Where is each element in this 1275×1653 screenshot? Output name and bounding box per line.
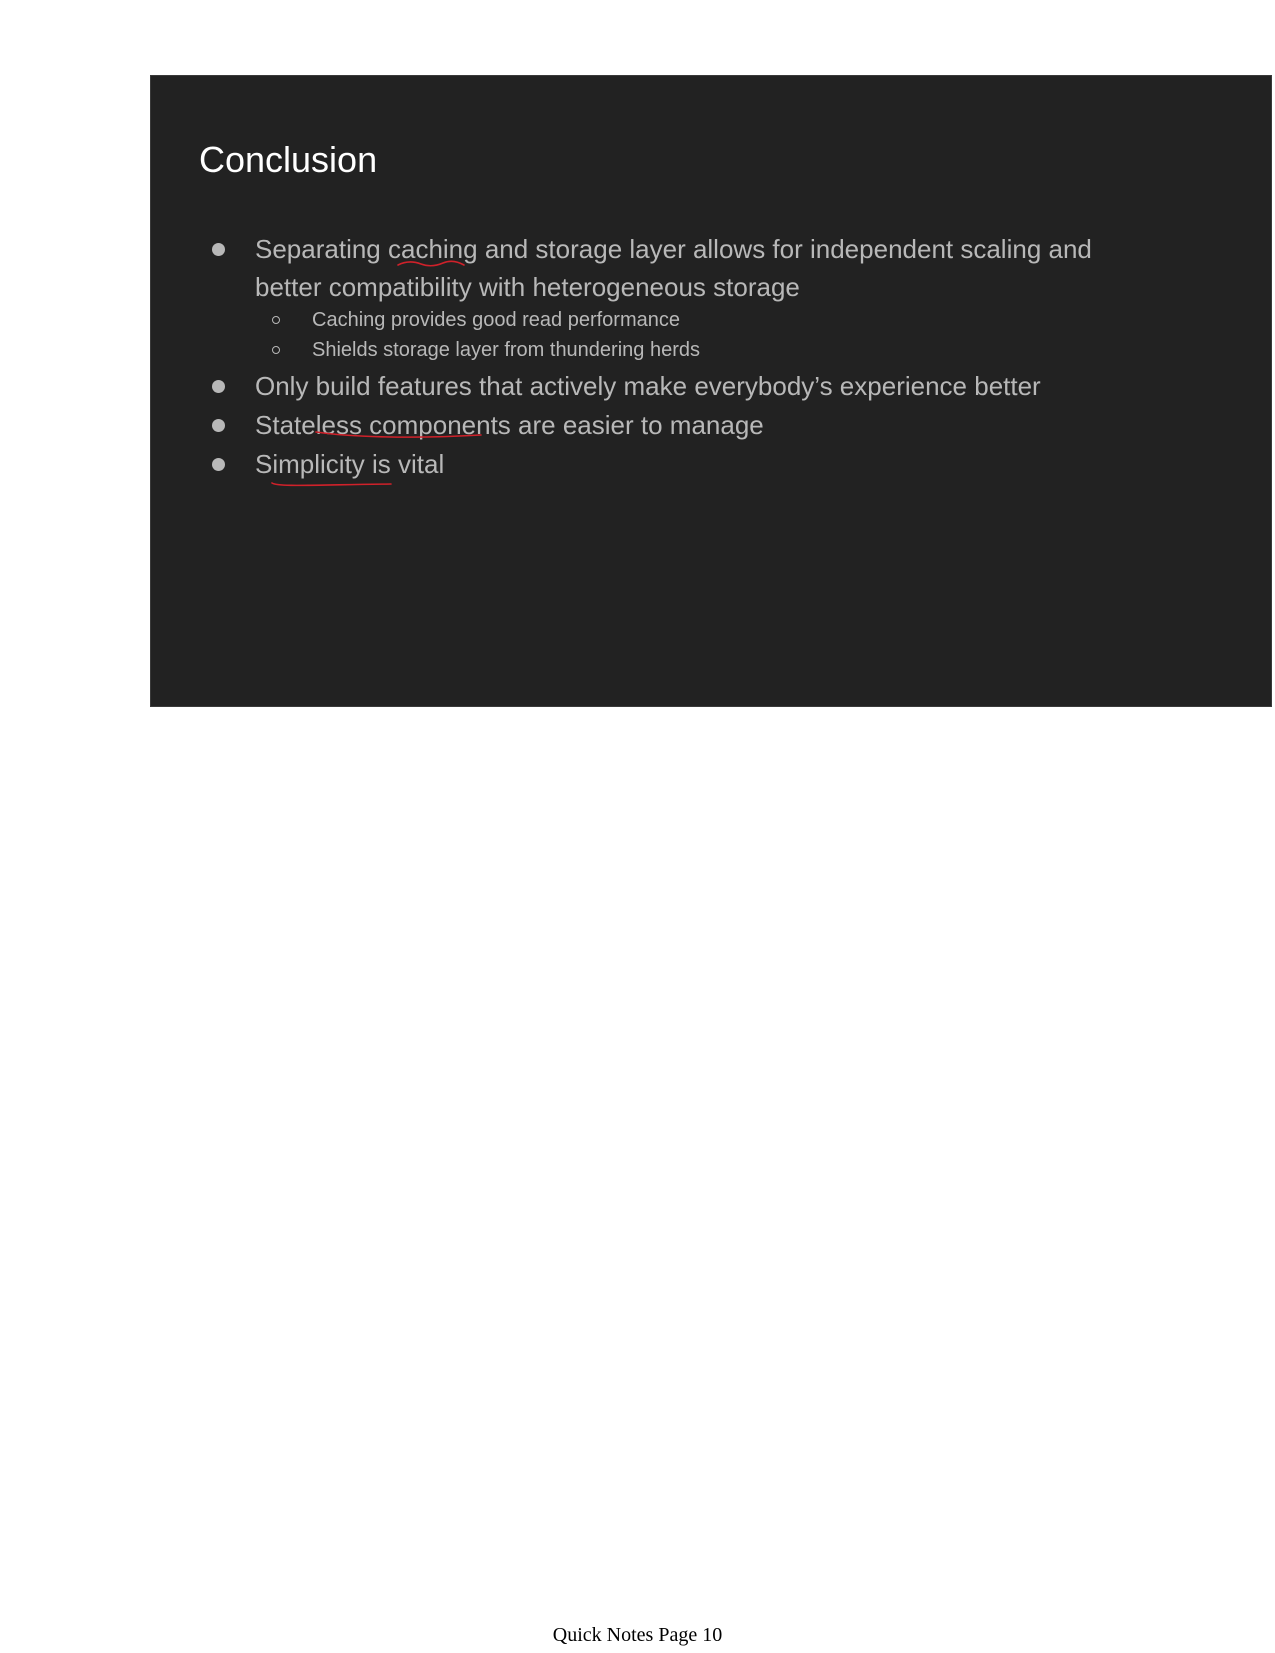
bullet-text: Only build features that actively make everybody’s experience better (255, 371, 1041, 401)
bullet-text: Simplicity is vital (255, 449, 445, 479)
bullet-marker (212, 419, 225, 432)
slide-title: Conclusion (199, 139, 378, 180)
bullet-marker (212, 458, 225, 471)
bullet-text: Separating caching and storage layer allows for independent scaling and (255, 234, 1092, 264)
slide (150, 75, 1272, 707)
bullet-marker (212, 380, 225, 393)
bullet-text: Stateless components are easier to manage (255, 410, 764, 440)
sub-bullet-marker (272, 316, 280, 324)
sub-bullet-marker (272, 346, 280, 354)
bullet-list (151, 76, 1271, 706)
sub-bullet-text: Caching provides good read performance (312, 309, 680, 331)
bullet-marker (212, 243, 225, 256)
page-footer: Quick Notes Page 10 (552, 1624, 723, 1646)
bullet-text-continued: better compatibility with heterogeneous storage (255, 272, 800, 302)
sub-bullet-text: Shields storage layer from thundering herds (312, 339, 700, 361)
